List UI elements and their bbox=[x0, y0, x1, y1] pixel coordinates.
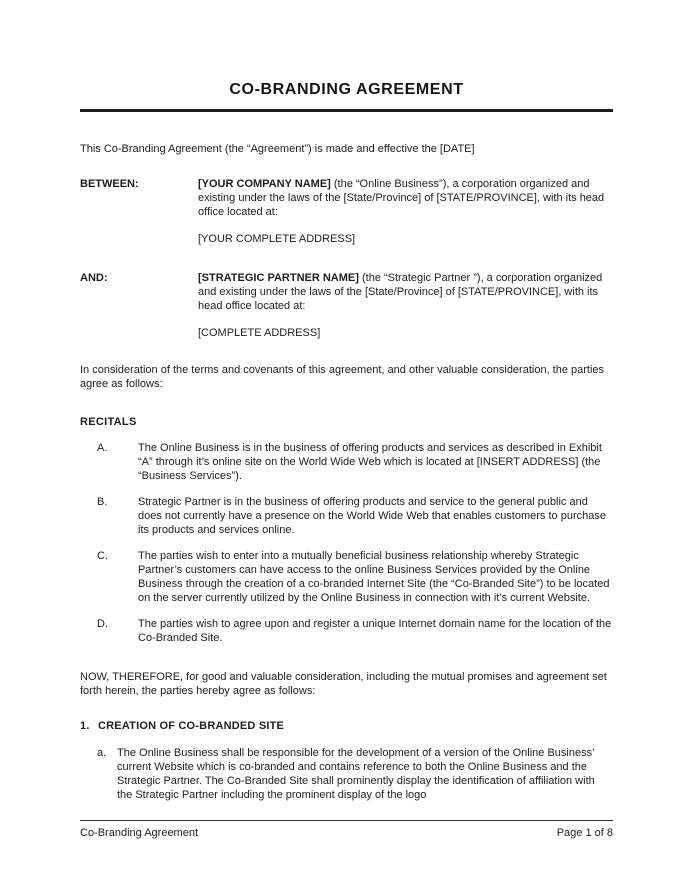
sub-item-text: The Online Business shall be responsible for the development of a version of the Online Business’ current Website which is co-branded and contains reference to both the Online Business and the Strategic Partner. The Co-Branded Site shall prominently display the identification of affiliation with the Strategic Partner including the prominent display of the logo bbox=[117, 747, 595, 801]
recital-letter: B. bbox=[97, 496, 108, 508]
document-content bbox=[0, 80, 690, 802]
recital-item-d bbox=[80, 617, 613, 645]
section-number: 1. bbox=[80, 720, 90, 732]
recital-text: The Online Business is in the business of offering products and services as described in Exhibit “A” through it’s online site on the World Wide Web which is located at [INSERT ADDRESS] (the “Business Services”). bbox=[138, 442, 602, 482]
recital-text: The parties wish to agree upon and register a unique Internet domain name for the location of the Co-Branded Site. bbox=[138, 618, 612, 644]
footer-page-number: Page 1 of 8 bbox=[556, 827, 613, 839]
consideration-paragraph: In consideration of the terms and covenants of this agreement, and other valuable consideration, the parties agree as follows: bbox=[80, 364, 605, 390]
recital-letter: A. bbox=[97, 442, 108, 454]
recital-text: Strategic Partner is in the business of offering products and service to the general public and does not currently have a presence on the World Wide Web that enables customers to purchase its products and services online. bbox=[138, 496, 606, 536]
party-description-between bbox=[198, 177, 613, 219]
section-1-heading bbox=[80, 719, 613, 733]
party-body-between bbox=[198, 177, 613, 246]
footer-document-title: Co-Branding Agreement bbox=[80, 827, 199, 839]
recital-item-b bbox=[80, 495, 613, 537]
intro-paragraph: This Co-Branding Agreement (the “Agreement”) is made and effective the [DATE] bbox=[80, 143, 475, 155]
section-1-item-a bbox=[80, 746, 613, 802]
party-block-between bbox=[80, 177, 613, 246]
document-title: CO-BRANDING AGREEMENT bbox=[229, 81, 464, 98]
recital-text: The parties wish to enter into a mutually beneficial business relationship whereby Strategic Partner’s customers can have access to the online Business Services provided by the Online Business through the creation of a co-branded Internet Site (the “Co-Branded Site”) to be located on the server currently utilized by the Online Business in connection with it’s current Website. bbox=[138, 550, 610, 604]
party-label-between: BETWEEN: bbox=[80, 178, 139, 190]
sub-item-letter: a. bbox=[97, 747, 107, 759]
party-address-between: [YOUR COMPLETE ADDRESS] bbox=[198, 233, 356, 245]
party-name-between: [YOUR COMPANY NAME] bbox=[198, 178, 331, 190]
page-footer bbox=[80, 820, 613, 840]
recital-item-c bbox=[80, 549, 613, 605]
party-description-and bbox=[198, 271, 613, 313]
party-name-and: [STRATEGIC PARTNER NAME] bbox=[198, 272, 359, 284]
party-body-and bbox=[198, 271, 613, 340]
title-rule bbox=[80, 109, 613, 112]
recitals-heading: RECITALS bbox=[80, 416, 137, 428]
party-desc-text-between: (the “Online Business”), a corporation organized and existing under the laws of the [State/Province] of [STATE/PROVINCE], with its head office located at: bbox=[198, 178, 605, 218]
party-label-and: AND: bbox=[80, 272, 108, 284]
recital-letter: C. bbox=[97, 550, 108, 562]
party-desc-text-and: (the “Strategic Partner ”), a corporation organized and existing under the laws of the [State/Province] of [STATE/PROVINCE], with its head office located at: bbox=[198, 272, 603, 312]
section-title: CREATION OF CO-BRANDED SITE bbox=[98, 720, 285, 732]
recital-letter: D. bbox=[97, 618, 108, 630]
now-therefore-paragraph: NOW, THEREFORE, for good and valuable consideration, including the mutual promises and agreement set forth herein, the parties hereby agree as follows: bbox=[80, 671, 607, 697]
party-address-and: [COMPLETE ADDRESS] bbox=[198, 327, 321, 339]
recital-item-a bbox=[80, 441, 613, 483]
party-block-and bbox=[80, 271, 613, 340]
